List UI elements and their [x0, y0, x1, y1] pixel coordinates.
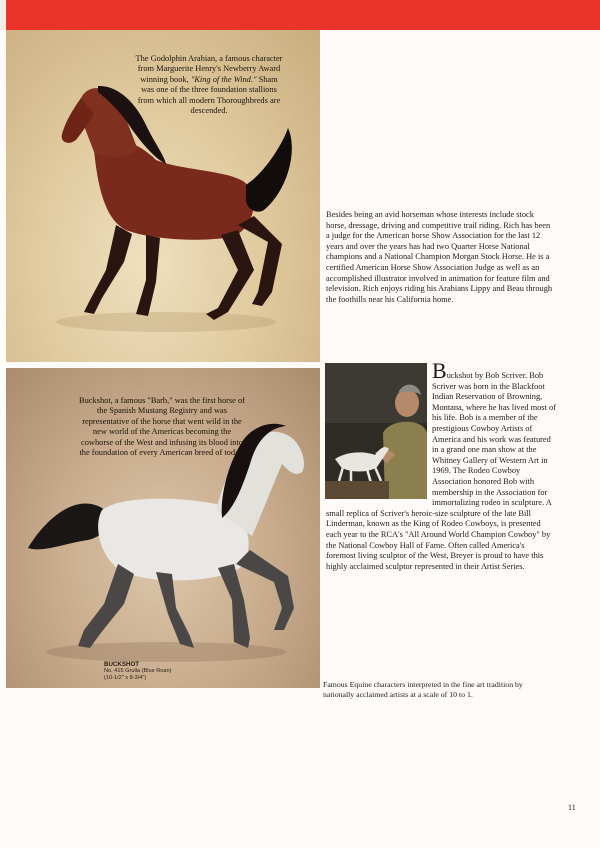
- top-color-bar: [0, 0, 600, 30]
- product-number: No. 415 Grulla (Blue Roan): [104, 668, 172, 674]
- artist-bio-scriver: Buckshot by Bob Scriver. Bob Scriver was born in the Blackfoot Indian Reservation of Browning, Montana, where he has lived most of his life. Bob is a member of the prestigious Cowboy Artists of America and his work was featured in a grand one man show at the Whitney Gallery of Western Art in 1969. The Rodeo Cowboy Association honored Bob with membership in the Association for immortalizing rodeo in sculpture. A small replica of Scriver's heroic-size sculpture of the late Bill Linderman, known as the King of Rodeo Cowboys, is presented each year to the RCA's "All Around World Champion Cowboy" by the National Cowboy Hall of Fame. Often called America's foremost living sculptor of the West, Breyer is proud to have this highly acclaimed sculptor represented in their Artist Series.: [326, 358, 556, 571]
- product-name: BUCKSHOT: [104, 661, 140, 668]
- photo-buckshot: [6, 368, 320, 688]
- product-label: [104, 661, 171, 682]
- footer-caption: Famous Equine characters interpreted in the fine art tradition by nationally acclaimed artists at a scale of 10 to 1.: [323, 680, 523, 699]
- caption-godolphin: The Godolphin Arabian, a famous character from Marguerite Henry's Newberry Award winning book, "King of the Wind." Sham was one of the three foundation stallions from which all modern Thoroughbreds are descended.: [135, 54, 283, 116]
- page-number: 11: [568, 803, 576, 812]
- caption-buckshot: Buckshot, a famous "Barb," was the first horse of the Spanish Mustang Registry and was representative of the horse that went wild in the new world of the Americas becoming the cowhorse of the West and infusing its blood into the foundation of every American breed of today.: [79, 396, 245, 458]
- artist-bio-rich: Besides being an avid horseman whose interests include stock horse, dressage, driving and competitive trail riding. Rich has been a judge for the American horse Show Association for the last 12 years and over the years has had two Quarter Horse National champions and a National Champion Morgan Stock Horse. He is a certified American Horse Show Association Judge as well as an accomplished illustrator involved in animation for feature film and television. Rich enjoys riding his Arabians Lippy and Beau through the foothills near his California home.: [326, 210, 553, 304]
- drop-cap-letter: B: [432, 358, 447, 383]
- photo-godolphin-arabian: [6, 30, 320, 362]
- product-size: (10-1/2" x 8-3/4"): [104, 675, 147, 681]
